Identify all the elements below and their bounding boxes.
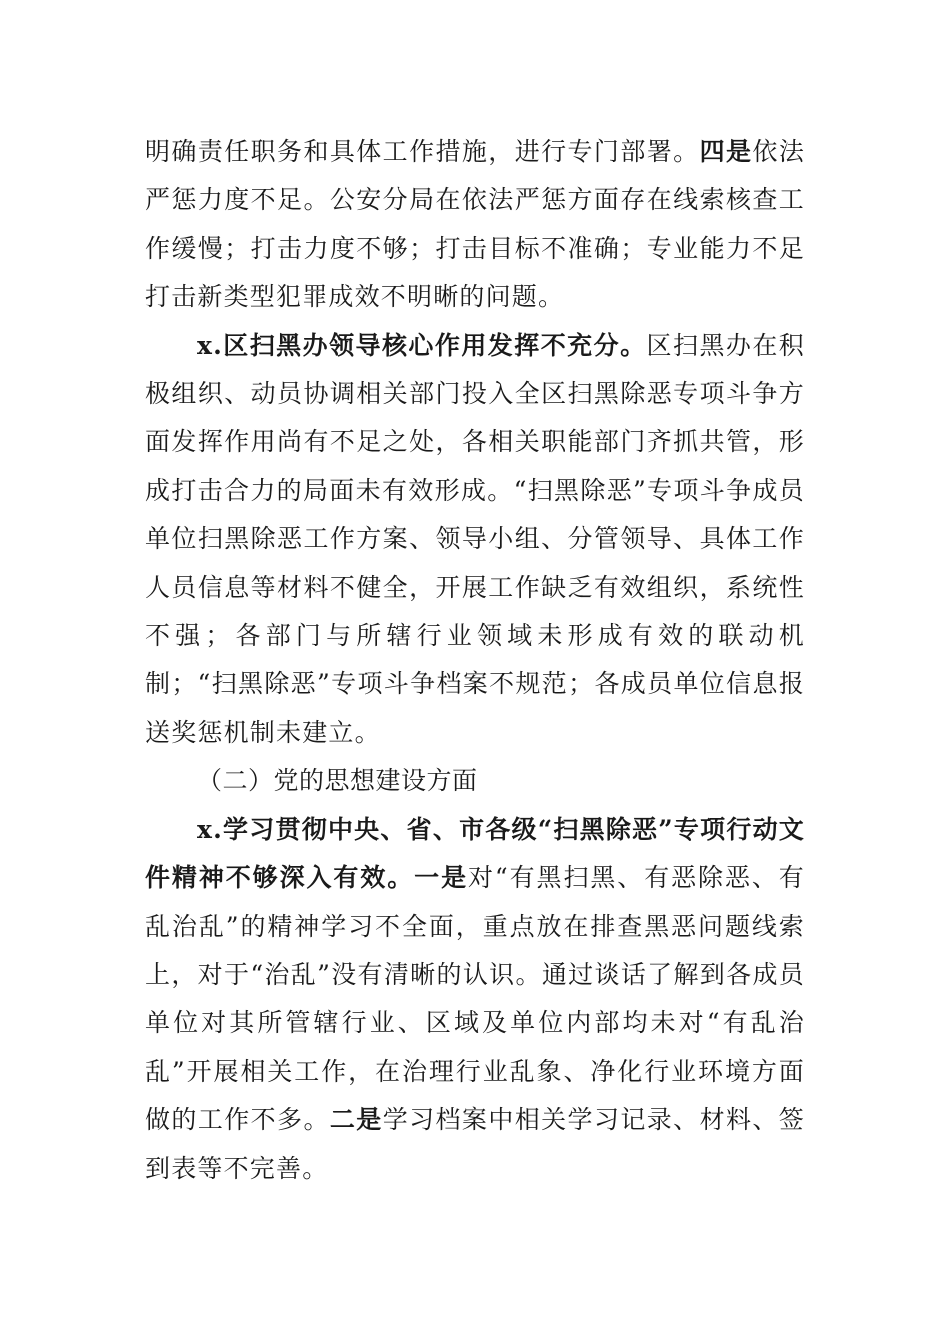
paragraph-study-implementation [145, 806, 805, 1193]
bold-marker-second: 二是 [329, 1105, 383, 1135]
paragraph-office-leadership [145, 322, 805, 758]
paragraph-text: 明确责任职务和具体工作措施，进行专门部署。 [145, 137, 700, 166]
bold-marker-first: 一是 [414, 863, 469, 893]
paragraph-heading-bold: x.学习贯彻中央、省、市各级“扫黑除恶”专项行动文件精神不够深入有效。 [145, 814, 805, 893]
paragraph-text: 区扫黑办在积极组织、动员协调相关部门投入全区扫黑除恶专项斗争方面发挥作用尚有不足之处，各相关职能部门齐抓共管，形成打击合力的局面未有效形成。“扫黑除恶”专项斗争成员单位扫黑除恶工作方案、领导小组、分管领导、具体工作人员信息等材料不健全，开展工作缺乏有效组织，系统性不强；各部门与所辖行业领域未形成有效的联动机制；“扫黑除恶”专项斗争档案不规范；各成员单位信息报送奖惩机制未建立。 [145, 330, 805, 747]
section-heading: （二）党的思想建设方面 [197, 766, 478, 796]
paragraph-text: 对“有黑扫黑、有恶除恶、有乱治乱”的精神学习不全面，重点放在排查黑恶问题线索上，对于“治乱”没有清晰的认识。通过谈话了解到各成员单位对其所管辖行业、区域及单位内部均未对“有乱治乱”开展相关工作，在治理行业乱象、净化行业环境方面做的工作不多。 [145, 863, 805, 1135]
paragraph-text: 学习档案中相关学习记录、材料、签到表等不完善。 [145, 1105, 806, 1183]
document-body [145, 128, 805, 1193]
paragraph-heading-bold: x.区扫黑办领导核心作用发挥不充分。 [197, 330, 647, 360]
bold-marker-fourth: 四是 [699, 137, 753, 166]
paragraph-text: 依法严惩力度不足。公安分局在依法严惩方面存在线索核查工作缓慢；打击力度不够；打击目标不准确；专业能力不足打击新类型犯罪成效不明晰的问题。 [145, 137, 806, 312]
paragraph-deployment-continued [145, 128, 805, 322]
